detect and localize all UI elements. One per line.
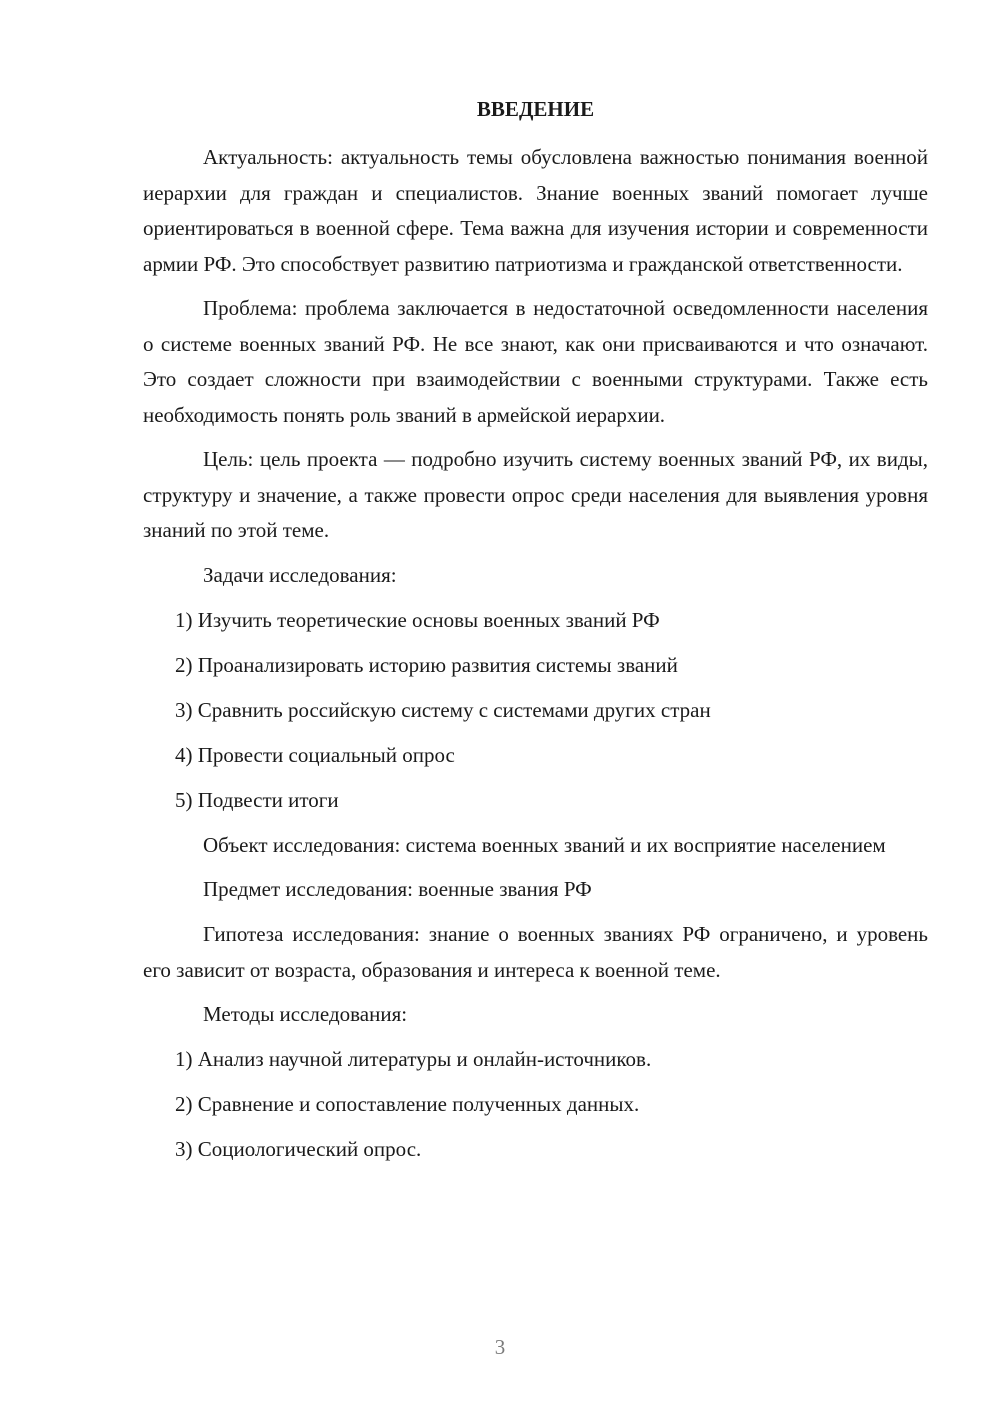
method-item: 2) Сравнение и сопоставление полученных данных. bbox=[175, 1092, 640, 1116]
task-item: 4) Провести социальный опрос bbox=[175, 742, 455, 767]
task-item: 1) Изучить теоретические основы военных званий РФ bbox=[175, 607, 660, 632]
object-paragraph: Объект исследования: система военных званий и их восприятие населением bbox=[203, 832, 886, 857]
task-item: 3) Сравнить российскую систему с системами других стран bbox=[175, 697, 711, 722]
problem-paragraph: Проблема: проблема заключается в недостаточной осведомленности населения о системе военных званий РФ. Не все знают, как они присваиваются и что означают. Это создает сложности при взаимодействии с военными структурами. Также есть необходимость понять роль званий в армейской иерархии. bbox=[143, 296, 928, 427]
method-item: 1) Анализ научной литературы и онлайн-источников. bbox=[175, 1047, 652, 1071]
hypothesis-paragraph: Гипотеза исследования: знание о военных званиях РФ ограничено, и уровень его зависит от возраста, образования и интереса к военной теме. bbox=[143, 922, 928, 982]
page-number: 3 bbox=[494, 1335, 506, 1359]
tasks-list bbox=[143, 603, 928, 819]
document-title: ВВЕДЕНИЕ bbox=[476, 97, 595, 121]
methods-heading: Методы исследования: bbox=[203, 1002, 408, 1026]
relevance-paragraph: Актуальность: актуальность темы обусловлена важностью понимания военной иерархии для граждан и специалистов. Знание военных званий помогает лучше ориентироваться в военной сфере. Тема важна для изучения истории и современности армии РФ. Это способствует развитию патриотизма и гражданской ответственности. bbox=[143, 145, 928, 276]
methods-list bbox=[143, 1042, 928, 1168]
document-page bbox=[143, 94, 928, 1177]
subject-paragraph: Предмет исследования: военные звания РФ bbox=[203, 877, 592, 901]
task-item: 2) Проанализировать историю развития системы званий bbox=[175, 652, 678, 677]
tasks-heading: Задачи исследования: bbox=[203, 562, 397, 587]
task-item: 5) Подвести итоги bbox=[175, 787, 339, 812]
method-item: 3) Социологический опрос. bbox=[175, 1137, 422, 1161]
goal-paragraph: Цель: цель проекта — подробно изучить систему военных званий РФ, их виды, структуру и значение, а также провести опрос среди населения для выявления уровня знаний по этой теме. bbox=[143, 447, 928, 542]
